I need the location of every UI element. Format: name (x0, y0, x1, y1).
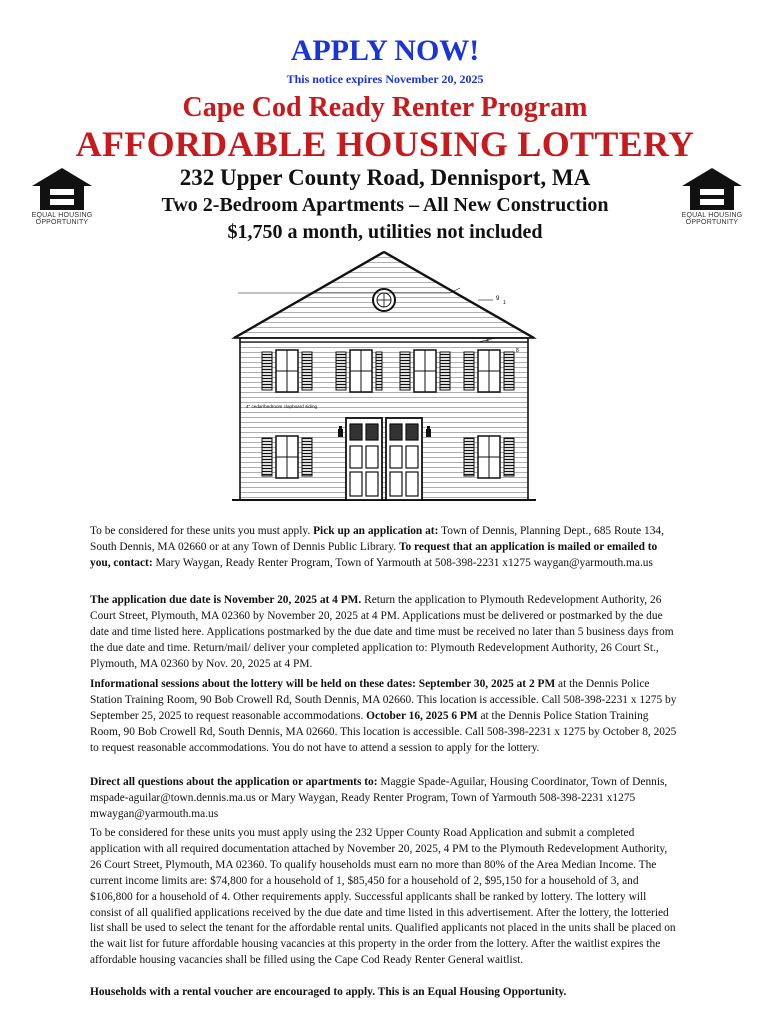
due-date-paragraph (90, 593, 680, 673)
siding-label: 4" cedar/bedroom clapboard siding (246, 404, 318, 409)
second-session-date: October 16, 2025 6 PM (366, 709, 478, 722)
p2-text-1: Return the application to Plymouth Redevelopment Authority, 26 Court Street, Plymouth, MA 02360 by November 20, 2025 at 4 PM. Applications must be delivered or postmarked by the due date and time listed here. Applications postmarked by the due date and time must be received no later than 5 business days from the due date and time. Return/mail/ deliver your completed application to: Plymouth Redevelopment Authority, 26 Court St., Plymouth, MA 02360 by Nov. 20, 2025 at 4 PM. (90, 594, 674, 670)
property-address: 232 Upper County Road, Dennisport, MA (179, 165, 591, 190)
house-elevation-drawing (228, 248, 540, 506)
voucher-paragraph (90, 985, 680, 1001)
equal-housing-logo-right (670, 166, 754, 226)
p4-text-1: Maggie Spade-Aguilar, Housing Coordinator, Town of Dennis, mspade-aguilar@town.dennis.ma.us or Mary Waygan, Ready Renter Program, Town of Yarmouth 508-398-2231 x1275 mwaygan@yarmouth.ma.us (90, 776, 668, 820)
unit-description: Two 2-Bedroom Apartments – All New Construction (161, 194, 609, 216)
eligibility-paragraph (90, 826, 680, 969)
apply-instructions-paragraph (90, 524, 680, 572)
p3-text-1: at the Dennis Police Station Training Room, 90 Bob Crowell Rd, South Dennis, MA 02660. This location is accessible. Call 508-398-2231 x 1275 by September 25, 2025 to request reasonable accommodations. (90, 678, 677, 722)
drawing-note-2: 1 (503, 300, 506, 306)
request-heading: To request that an application is mailed or emailed to you, contact: (90, 540, 658, 569)
lottery-title: AFFORDABLE HOUSING LOTTERY (75, 124, 695, 164)
p1-text-2: Town of Dennis, Planning Dept., 685 Route 134, South Dennis, MA 02660 or at any Town of Dennis Public Library. (90, 525, 664, 553)
p1-text-3: Mary Waygan, Ready Renter Program, Town of Yarmouth at 508-398-2231 x1275 waygan@yarmouth.ma.us (152, 556, 653, 569)
logo-caption-line1: EQUAL HOUSING (31, 212, 93, 219)
p1-text-1: To be considered for these units you must apply. (90, 525, 314, 537)
drawing-note-1: 9 (496, 296, 500, 302)
info-sessions-paragraph (90, 677, 680, 757)
equal-housing-icon (30, 166, 94, 212)
p3-text-2: at the Dennis Police Station Training Room, 90 Bob Crowell Rd, South Dennis, MA 02660. This location is accessible. Call 508-398-2231 x 1275 by October 8, 2025 to request reasonable accommodations. You do not have to attend a session to apply for the lottery. (90, 709, 677, 754)
logo-caption-line1: EQUAL HOUSING (681, 212, 743, 219)
p5-text-1: To be considered for these units you must apply using the 232 Upper County Road Application and submit a completed application with all required documentation attached by November 20, 2025, 4 PM to the Plymouth Redevelopment Authority, 26 Court Street, Plymouth, MA 02360. To qualify households must earn no more than 80% of the Area Median Income. The current income limits are: $74,800 for a household of 1, $85,450 for a household of 2, $95,150 for a household of 3, and $106,800 for a household of 4. Other requirements apply. Successful applicants shall be ranked by lottery. The lottery will consist of all qualified applications received by the due date and time listed in this advertisement. After the lottery, the lotteried list shall be used to select the tenant for the affordable rental units. Qualified applicants not placed in the units shall be placed on the wait list for future affordable housing vacancies at this property in the order from the lottery. After the waitlist expires the affordable housing vacancies shall be filled using the Cape Cod Ready Renter General waitlist. (90, 827, 676, 967)
rent-amount: $1,750 a month, utilities not included (227, 221, 543, 243)
questions-heading: Direct all questions about the application or apartments to: (90, 776, 378, 788)
logo-caption-line2: OPPORTUNITY (685, 219, 739, 226)
pickup-heading: Pick up an application at: (313, 525, 439, 537)
equal-housing-icon (680, 166, 744, 212)
questions-paragraph (90, 775, 680, 823)
program-title: Cape Cod Ready Renter Program (182, 92, 588, 123)
logo-caption-line2: OPPORTUNITY (35, 219, 89, 226)
due-date-heading: The application due date is November 20, 2025 at 4 PM. (90, 594, 362, 606)
apply-now-heading: APPLY NOW! (290, 34, 480, 67)
voucher-statement: Households with a rental voucher are encouraged to apply. This is an Equal Housing Opportunity. (90, 986, 567, 998)
expiration-notice: This notice expires November 20, 2025 (286, 72, 484, 86)
equal-housing-logo-left (20, 166, 104, 226)
info-sessions-heading: Informational sessions about the lottery will be held on these dates: September 30, 2025 at 2 PM (90, 678, 556, 690)
